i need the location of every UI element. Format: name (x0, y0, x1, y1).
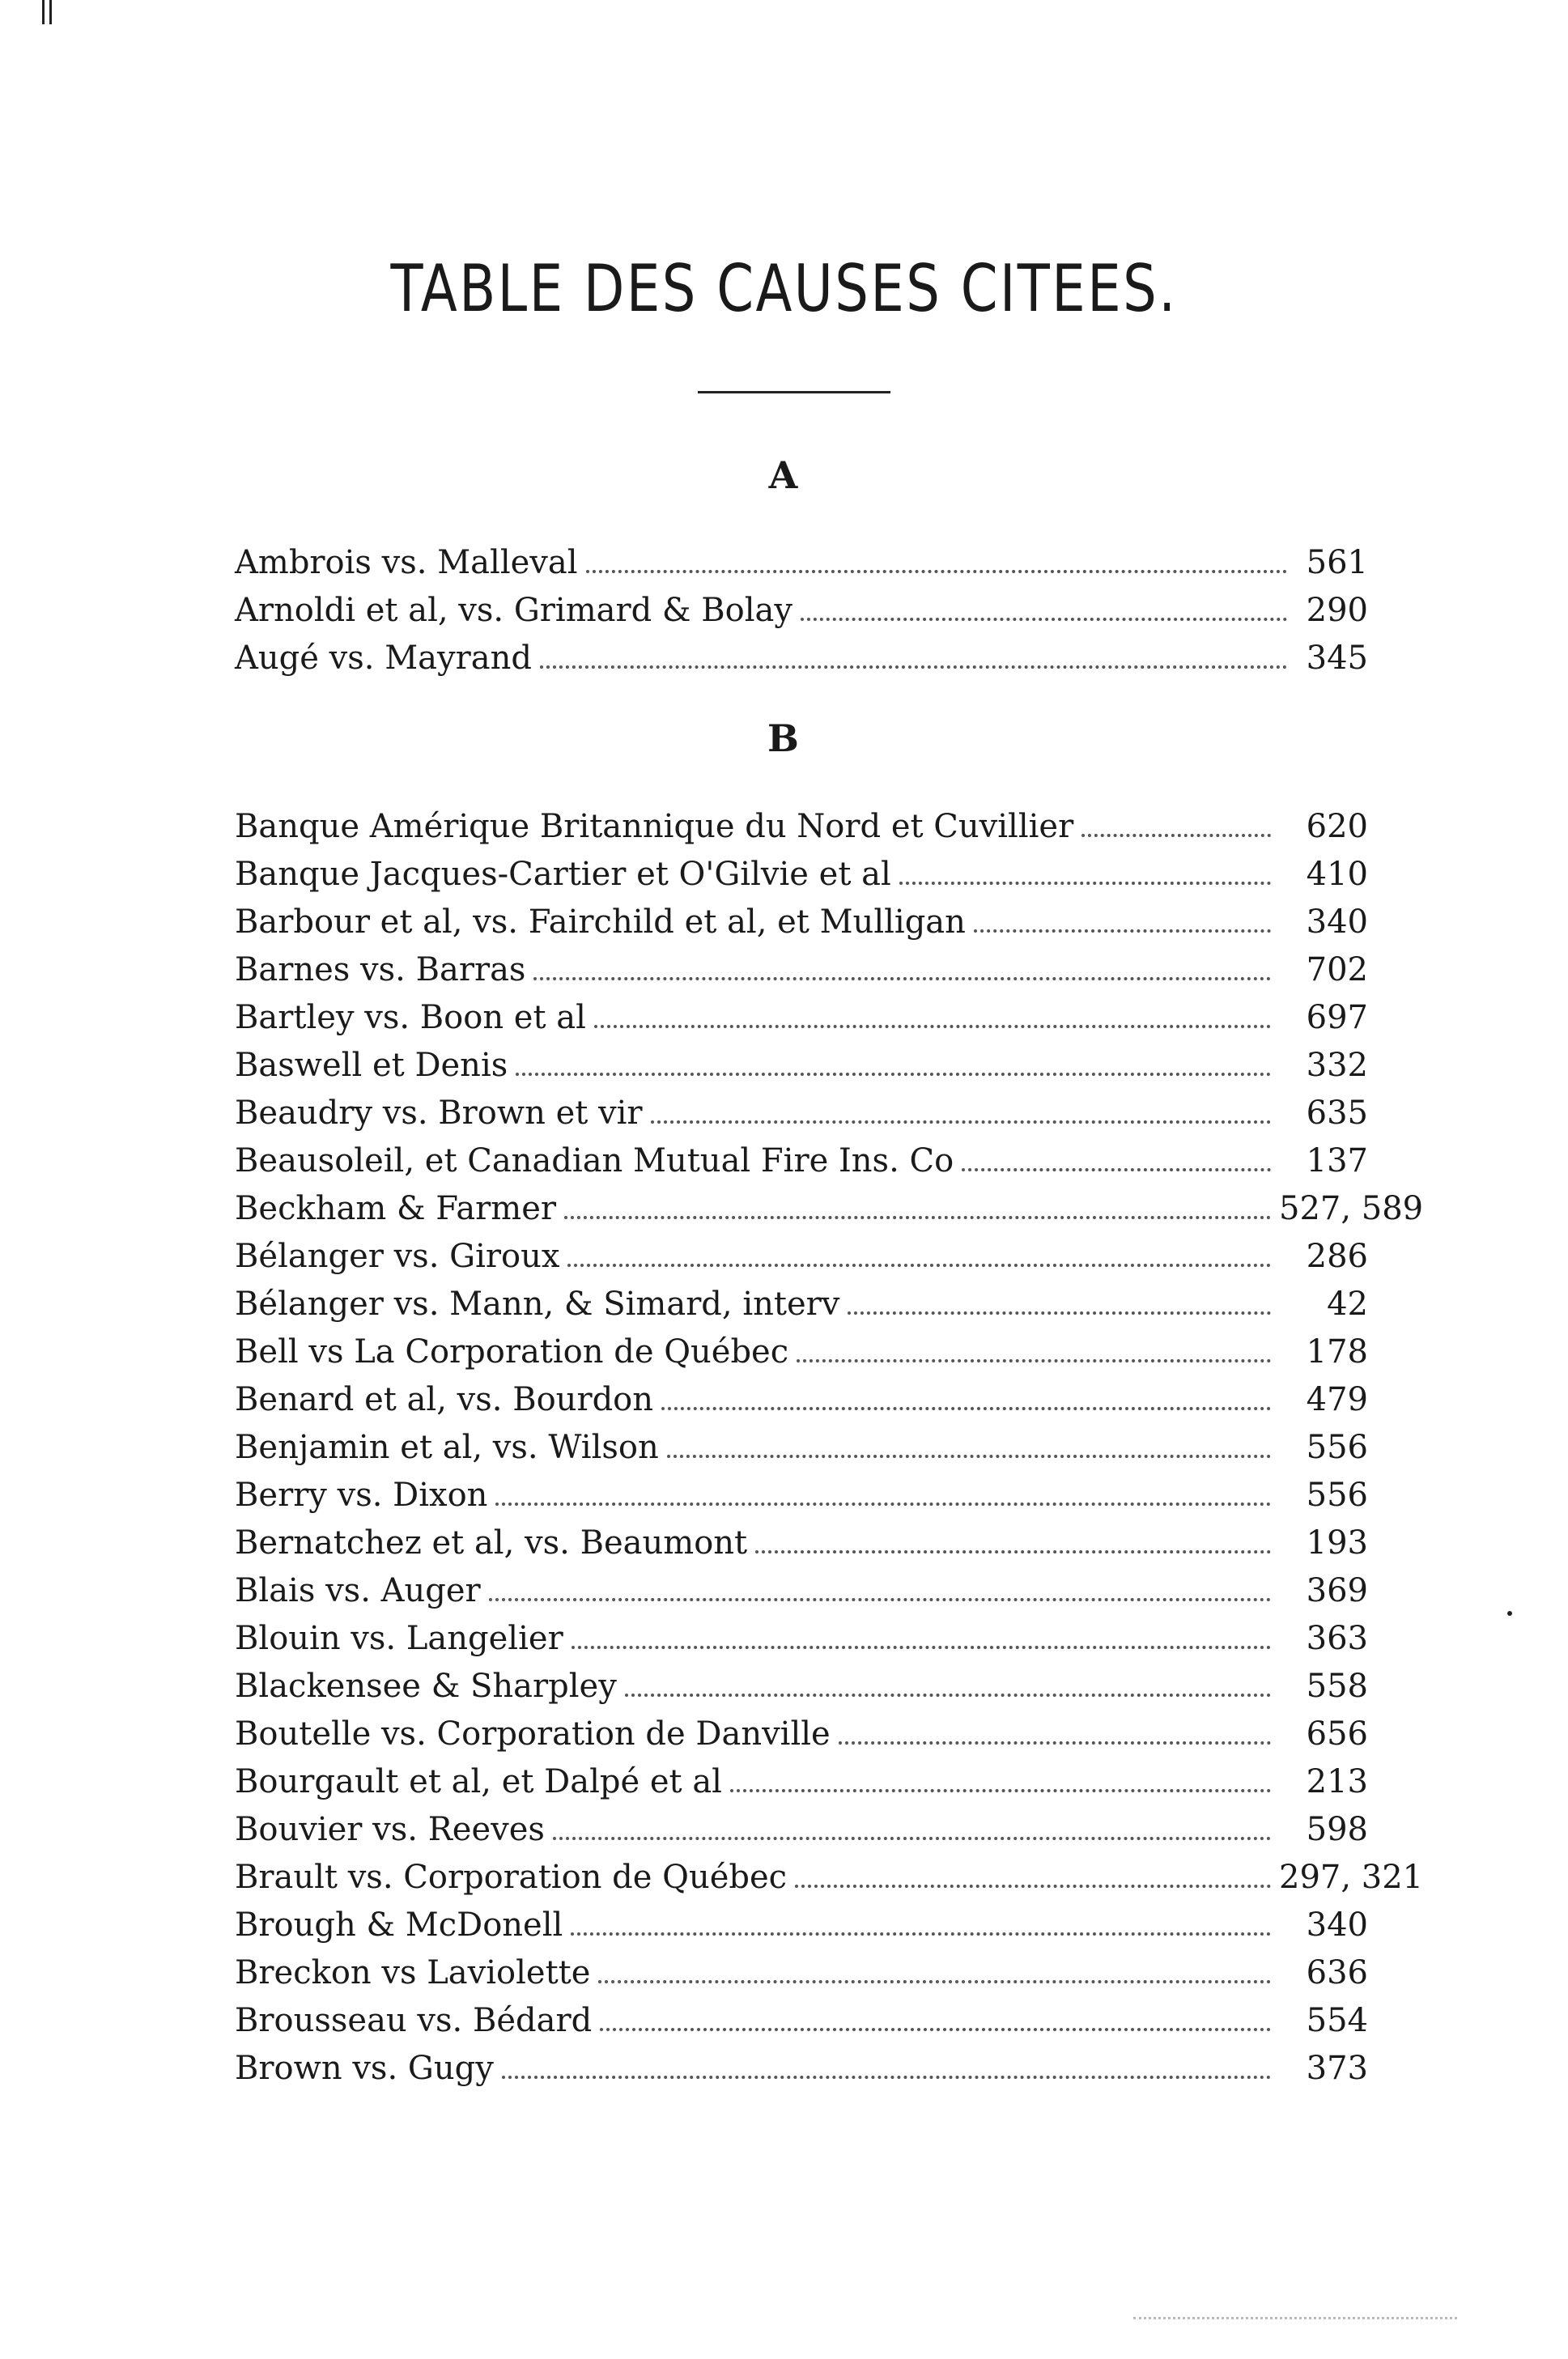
entry-case-name: Bartley vs. Boon et al (235, 999, 586, 1036)
index-entry (235, 803, 1368, 851)
index-entry (235, 1137, 1368, 1185)
page-edge-mark (42, 0, 52, 24)
dot-leader (848, 1311, 1271, 1315)
entry-case-name: Banque Jacques-Cartier et O'Gilvie et al (235, 856, 891, 893)
entry-case-name: Benard et al, vs. Bourdon (235, 1381, 654, 1418)
entry-case-name: Brault vs. Corporation de Québec (235, 1859, 788, 1896)
entry-case-name: Breckon vs Laviolette (235, 1954, 591, 1991)
index-entry (235, 539, 1368, 587)
index-entry (235, 1663, 1368, 1711)
dot-leader (533, 977, 1271, 980)
index-entry (235, 994, 1368, 1042)
entry-case-name: Bélanger vs. Mann, & Simard, interv (235, 1286, 840, 1323)
section-a-list (235, 539, 1368, 682)
dot-leader (651, 1120, 1271, 1124)
dot-leader (598, 1980, 1271, 1983)
entry-page-number: 363 (1306, 1620, 1368, 1657)
entry-page-number: 345 (1306, 640, 1368, 677)
entry-page-number: 369 (1306, 1572, 1368, 1609)
index-entry (235, 1281, 1368, 1328)
section-letter-b: B (767, 716, 801, 760)
dot-leader (730, 1789, 1271, 1792)
entry-case-name: Brown vs. Gugy (235, 2050, 494, 2087)
entry-page-number: 554 (1306, 2002, 1368, 2039)
dot-leader (839, 1741, 1271, 1745)
index-entry (235, 1615, 1368, 1663)
dot-leader (795, 1885, 1271, 1888)
entry-page-number: 340 (1306, 903, 1368, 941)
index-entry (235, 587, 1368, 635)
dot-leader (600, 2028, 1271, 2031)
dot-leader (553, 1837, 1271, 1840)
entry-case-name: Bourgault et al, et Dalpé et al (235, 1763, 722, 1800)
dot-leader (489, 1598, 1271, 1601)
entry-page-number: 620 (1306, 808, 1368, 845)
index-entry (235, 1185, 1424, 1233)
index-entry (235, 1854, 1424, 1902)
entry-page-number: 558 (1306, 1668, 1368, 1705)
entry-page-number: 697 (1306, 999, 1368, 1036)
entry-page-number: 635 (1306, 1094, 1368, 1132)
index-entry (235, 1997, 1368, 2045)
entry-case-name: Brousseau vs. Bédard (235, 2002, 593, 2039)
index-entry (235, 946, 1368, 994)
entry-page-number: 561 (1306, 544, 1368, 581)
dot-leader (625, 1694, 1271, 1697)
entry-case-name: Ambrois vs. Malleval (235, 544, 578, 581)
entry-page-number: 213 (1306, 1763, 1368, 1800)
dot-leader (962, 1168, 1271, 1171)
index-entry (235, 2045, 1368, 2093)
section-b-list (235, 803, 1424, 2093)
dot-leader (540, 665, 1287, 669)
index-entry (235, 851, 1368, 899)
index-entry (235, 1949, 1368, 1997)
entry-page-number: 656 (1306, 1715, 1368, 1753)
dot-leader (661, 1407, 1271, 1410)
index-entry (235, 1902, 1368, 1949)
entry-case-name: Barbour et al, vs. Fairchild et al, et Mulligan (235, 903, 966, 941)
entry-page-number: 373 (1306, 2050, 1368, 2087)
dot-leader (974, 929, 1271, 933)
entry-case-name: Blais vs. Auger (235, 1572, 481, 1609)
index-entry (235, 1328, 1368, 1376)
entry-page-number: 410 (1306, 856, 1368, 893)
entry-page-number: 556 (1306, 1477, 1368, 1514)
entry-case-name: Beaudry vs. Brown et vir (235, 1094, 643, 1132)
index-entry (235, 1424, 1368, 1472)
entry-case-name: Berry vs. Dixon (235, 1477, 488, 1514)
entry-case-name: Blouin vs. Langelier (235, 1620, 563, 1657)
index-entry (235, 1758, 1368, 1806)
dot-leader (586, 570, 1287, 573)
dot-leader (571, 1932, 1271, 1936)
entry-page-number: 178 (1306, 1333, 1368, 1371)
entry-page-number: 479 (1306, 1381, 1368, 1418)
entry-case-name: Brough & McDonell (235, 1906, 563, 1944)
entry-case-name: Bouvier vs. Reeves (235, 1811, 545, 1848)
dot-leader (572, 1646, 1271, 1649)
index-entry (235, 635, 1368, 682)
index-entry (235, 1711, 1368, 1758)
entry-case-name: Bernatchez et al, vs. Beaumont (235, 1524, 748, 1562)
index-entry (235, 1042, 1368, 1090)
entry-case-name: Beckham & Farmer (235, 1190, 557, 1227)
entry-page-number: 42 (1327, 1286, 1368, 1323)
entry-page-number: 527, 589 (1279, 1190, 1424, 1227)
dot-leader (564, 1216, 1271, 1219)
entry-page-number: 556 (1306, 1429, 1368, 1466)
dot-leader (594, 1025, 1271, 1028)
bottom-specks (1133, 2317, 1457, 2319)
entry-case-name: Barnes vs. Barras (235, 951, 526, 988)
dot-leader (801, 618, 1287, 621)
stray-mark (1507, 1611, 1512, 1616)
dot-leader (567, 1264, 1271, 1267)
dot-leader (502, 2076, 1271, 2079)
entry-case-name: Banque Amérique Britannique du Nord et Cuvillier (235, 808, 1074, 845)
entry-page-number: 290 (1306, 592, 1368, 629)
dot-leader (899, 882, 1271, 885)
entry-page-number: 636 (1306, 1954, 1368, 1991)
entry-case-name: Baswell et Denis (235, 1047, 508, 1084)
dot-leader (755, 1550, 1271, 1554)
index-entry (235, 1520, 1368, 1567)
entry-page-number: 340 (1306, 1906, 1368, 1944)
page-title: TABLE DES CAUSES CITEES. (390, 251, 1178, 326)
entry-page-number: 286 (1306, 1238, 1368, 1275)
entry-case-name: Bell vs La Corporation de Québec (235, 1333, 789, 1371)
section-letter-a: A (768, 453, 800, 497)
entry-case-name: Beausoleil, et Canadian Mutual Fire Ins. Co (235, 1142, 954, 1180)
entry-case-name: Bélanger vs. Giroux (235, 1238, 560, 1275)
entry-page-number: 297, 321 (1279, 1859, 1424, 1896)
dot-leader (797, 1359, 1271, 1362)
dot-leader (667, 1455, 1271, 1458)
entry-case-name: Boutelle vs. Corporation de Danville (235, 1715, 831, 1753)
index-entry (235, 1233, 1368, 1281)
index-entry (235, 1472, 1368, 1520)
entry-case-name: Augé vs. Mayrand (235, 640, 532, 677)
entry-page-number: 137 (1306, 1142, 1368, 1180)
title-rule (698, 391, 890, 393)
entry-page-number: 598 (1306, 1811, 1368, 1848)
entry-page-number: 702 (1306, 951, 1368, 988)
index-entry (235, 1376, 1368, 1424)
entry-case-name: Benjamin et al, vs. Wilson (235, 1429, 659, 1466)
entry-page-number: 193 (1306, 1524, 1368, 1562)
entry-page-number: 332 (1306, 1047, 1368, 1084)
entry-case-name: Arnoldi et al, vs. Grimard & Bolay (235, 592, 792, 629)
index-entry (235, 1806, 1368, 1854)
index-entry (235, 899, 1368, 946)
dot-leader (495, 1503, 1271, 1506)
entry-case-name: Blackensee & Sharpley (235, 1668, 617, 1705)
index-entry (235, 1567, 1368, 1615)
index-entry (235, 1090, 1368, 1137)
dot-leader (516, 1073, 1271, 1076)
dot-leader (1081, 834, 1271, 837)
